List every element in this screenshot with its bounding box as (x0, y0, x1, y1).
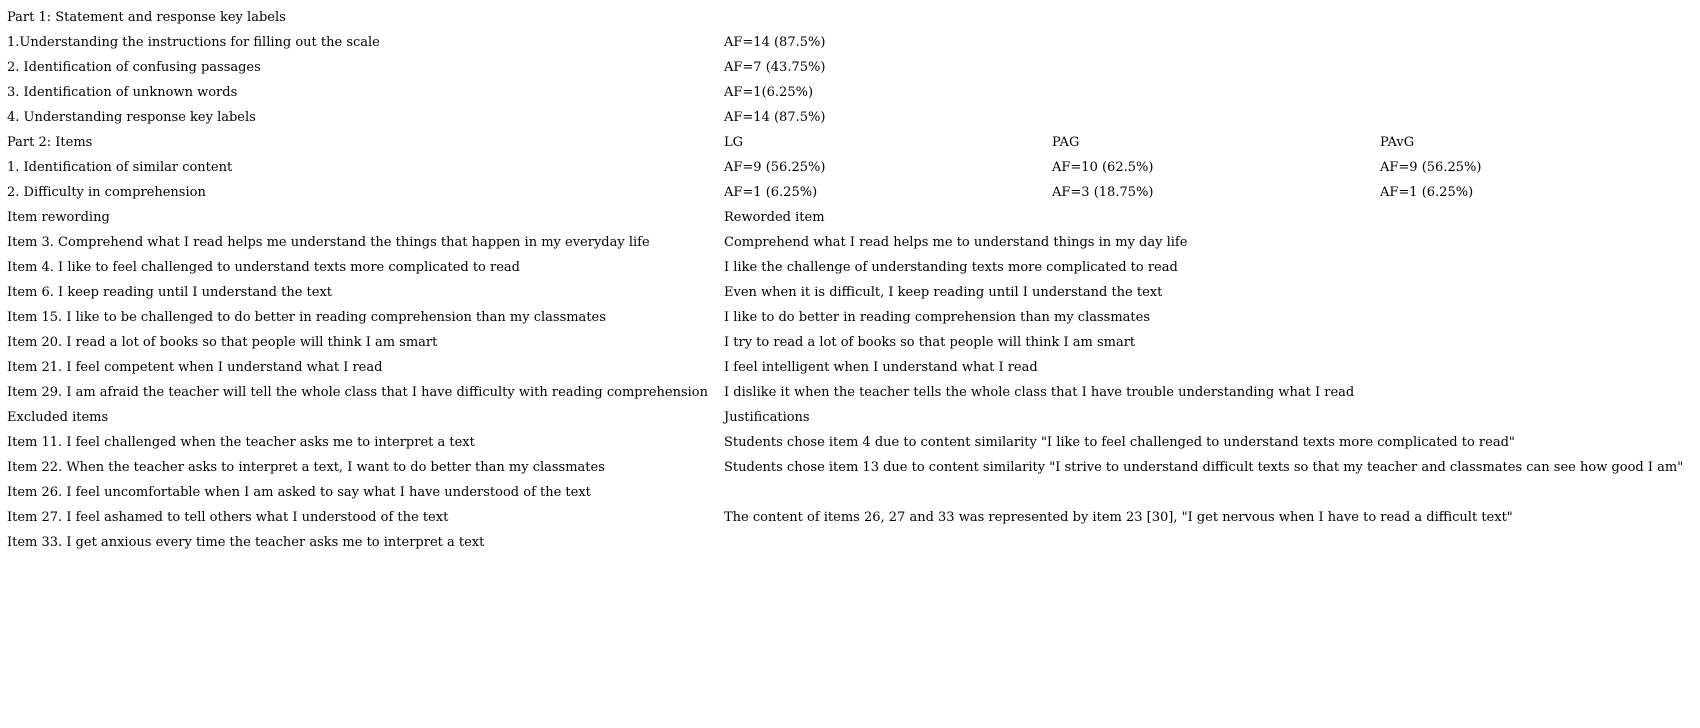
original-item: Item 21. I feel competent when I understand what I read (7, 360, 383, 375)
justifications-column-header: Justifications (724, 410, 810, 425)
justification: Students chose item 13 due to content similarity "I strive to understand difficult texts so that my teacher and classmates can see how good I am" (724, 460, 1684, 475)
pavg-value: AF=1 (6.25%) (1380, 185, 1474, 200)
reworded-item: Even when it is difficult, I keep reading until I understand the text (724, 285, 1163, 300)
statement-value: AF=14 (87.5%) (724, 35, 826, 50)
part1-header: Part 1: Statement and response key labels (7, 10, 286, 25)
reworded-column-header: Reworded item (724, 210, 825, 225)
reworded-item: I feel intelligent when I understand what I read (724, 360, 1038, 375)
item-label: 2. Difficulty in comprehension (7, 185, 206, 200)
statement-value: AF=1(6.25%) (724, 85, 814, 100)
statement-value: AF=7 (43.75%) (724, 60, 826, 75)
lg-value: AF=9 (56.25%) (724, 160, 826, 175)
statement-label: 3. Identification of unknown words (7, 85, 238, 100)
pag-value: AF=10 (62.5%) (1052, 160, 1154, 175)
pag-value: AF=3 (18.75%) (1052, 185, 1154, 200)
reworded-item: I try to read a lot of books so that people will think I am smart (724, 335, 1136, 350)
original-item: Item 15. I like to be challenged to do better in reading comprehension than my classmates (7, 310, 606, 325)
column-header-pavg: PAvG (1380, 135, 1415, 150)
excluded-item: Item 33. I get anxious every time the teacher asks me to interpret a text (7, 535, 485, 550)
excluded-header: Excluded items (7, 410, 109, 425)
excluded-item: Item 26. I feel uncomfortable when I am asked to say what I have understood of the text (7, 485, 591, 500)
original-item: Item 4. I like to feel challenged to understand texts more complicated to read (7, 260, 520, 275)
part2-header: Part 2: Items (7, 135, 93, 150)
statement-label: 2. Identification of confusing passages (7, 60, 261, 75)
reworded-item: Comprehend what I read helps me to understand things in my day life (724, 235, 1188, 250)
statement-label: 4. Understanding response key labels (7, 110, 256, 125)
original-item: Item 6. I keep reading until I understand the text (7, 285, 333, 300)
excluded-item: Item 11. I feel challenged when the teacher asks me to interpret a text (7, 435, 475, 450)
reworded-item: I like to do better in reading comprehension than my classmates (724, 310, 1150, 325)
justification: Students chose item 4 due to content similarity "I like to feel challenged to understand texts more complicated to read" (724, 435, 1515, 450)
lg-value: AF=1 (6.25%) (724, 185, 818, 200)
pavg-value: AF=9 (56.25%) (1380, 160, 1482, 175)
item-label: 1. Identification of similar content (7, 160, 233, 175)
rewording-header: Item rewording (7, 210, 110, 225)
excluded-item: Item 22. When the teacher asks to interpret a text, I want to do better than my classmates (7, 460, 605, 475)
original-item: Item 3. Comprehend what I read helps me understand the things that happen in my everyday life (7, 235, 650, 250)
excluded-item: Item 27. I feel ashamed to tell others what I understood of the text (7, 510, 449, 525)
reworded-item: I like the challenge of understanding texts more complicated to read (724, 260, 1178, 275)
statement-label: 1.Understanding the instructions for filling out the scale (7, 35, 380, 50)
justification: The content of items 26, 27 and 33 was represented by item 23 [30], "I get nervous when I have to read a difficult text" (724, 510, 1513, 525)
original-item: Item 29. I am afraid the teacher will tell the whole class that I have difficulty with reading comprehension (7, 385, 708, 400)
reworded-item: I dislike it when the teacher tells the whole class that I have trouble understanding what I read (724, 385, 1355, 400)
statement-value: AF=14 (87.5%) (724, 110, 826, 125)
original-item: Item 20. I read a lot of books so that people will think I am smart (7, 335, 438, 350)
column-header-pag: PAG (1052, 135, 1080, 150)
column-header-lg: LG (724, 135, 744, 150)
